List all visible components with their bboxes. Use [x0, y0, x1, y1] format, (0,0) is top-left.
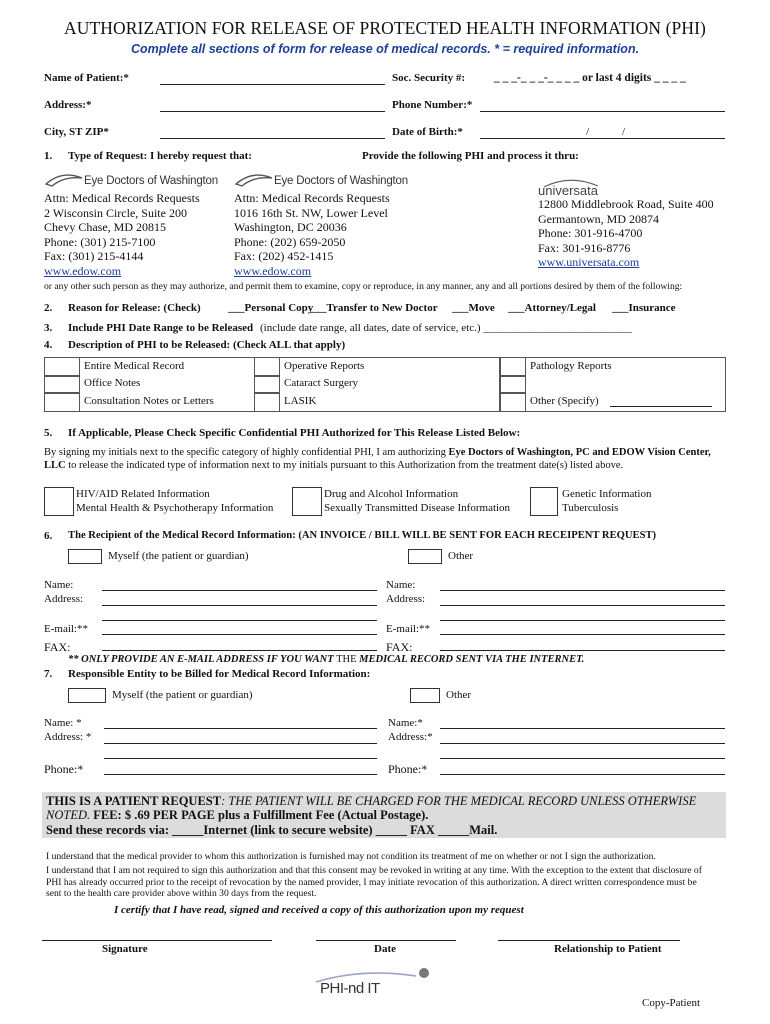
other-email-label: E-mail:** [386, 623, 430, 635]
page-subtitle: Complete all sections of form for release of medical records. * = required information. [130, 42, 640, 56]
confidential-item: Genetic Information [562, 488, 652, 500]
notice-italic-text: NOTED. [46, 808, 91, 822]
section-number: 2. [44, 302, 53, 314]
other-address-line2[interactable] [440, 620, 725, 621]
section4-label: Description of PHI to be Released: (Check ALL that apply) [68, 339, 346, 351]
reason-personal-copy-option[interactable]: ___Personal Copy [228, 302, 314, 314]
patient-name-label: Name of Patient:* [44, 72, 129, 84]
provider-2-address [234, 191, 390, 278]
billing-address-field[interactable] [104, 743, 377, 744]
date-field[interactable] [316, 940, 456, 941]
phi-description-grid [44, 357, 726, 412]
notice-italic-text: : THE PATIENT WILL BE CHARGED FOR THE MEDICAL RECORD UNLESS OTHERWISE [221, 794, 697, 808]
provider-1-line: Phone: (301) 215-7100 [44, 234, 156, 249]
disclaimer-paragraph-1: I understand that the medical provider to whom this authorization is furnished may not condition its treatment of me on whether or not I sign the authorization. [46, 851, 656, 862]
recipient-myself-checkbox[interactable] [68, 549, 102, 564]
section-number: 1. [44, 150, 53, 162]
section1-label: Type of Request: I hereby request that: [68, 150, 252, 162]
section2-label: Reason for Release: (Check) [68, 302, 201, 314]
ssn-field[interactable]: _ _ _-_ _ _-_ _ _ _ or last 4 digits _ _ _ _ [494, 72, 686, 84]
billing-other-address-field[interactable] [440, 743, 725, 744]
billing-phone-label: Phone:* [44, 762, 84, 776]
billing-name-field[interactable] [104, 728, 377, 729]
provider-2-line: 1016 16th St. NW, Lower Level [234, 205, 388, 220]
provider-1-line: Fax: (301) 215-4144 [44, 249, 144, 263]
provider-2-line: Phone: (202) 659-2050 [234, 234, 346, 249]
phone-label: Phone Number:* [392, 99, 473, 111]
confidential-item: Drug and Alcohol Information [324, 488, 459, 500]
recipient-myself-label: Myself (the patient or guardian) [108, 550, 249, 562]
provider-1-address [44, 191, 200, 278]
billing-myself-checkbox[interactable] [68, 688, 106, 703]
email-warning-note [68, 654, 584, 665]
dob-separator: / [622, 126, 626, 138]
provider-1-website-link[interactable]: www.edow.com [44, 263, 122, 278]
section-number: 3. [44, 322, 53, 334]
reason-transfer-option[interactable]: ___Transfer to New Doctor [310, 302, 438, 314]
authorize-note: or any other such person as they may authorize, and permit them to examine, copy or reproduce, in any manner, any and all portions desired by them of the following: [44, 281, 683, 292]
send-records-via[interactable]: Send these records via: _____Internet (link to secure website) _____ FAX _____Mail. [46, 823, 498, 837]
operative-reports-checkbox[interactable] [254, 357, 280, 377]
recipient-other-checkbox[interactable] [408, 549, 442, 564]
billing-phone-field[interactable] [104, 774, 377, 775]
provider-1-line: 2 Wisconsin Circle, Suite 200 [44, 205, 187, 220]
provider-3-line: Fax: 301-916-8776 [538, 240, 631, 255]
notice-line-1 [46, 794, 696, 809]
confidential-item: Mental Health & Psychotherapy Information [76, 502, 274, 514]
billing-myself-label: Myself (the patient or guardian) [112, 689, 253, 701]
section-number: 5. [44, 427, 53, 439]
section5-text: to release the indicated type of information next to my initials pursuant to this Authorization from the treatment date(s) listed above. [65, 460, 624, 471]
patient-name-field[interactable] [160, 84, 385, 85]
relationship-field[interactable] [498, 940, 680, 941]
other-address-field[interactable] [440, 605, 725, 606]
provider-1-line: Attn: Medical Records Requests [44, 191, 200, 205]
recipient-address-line2[interactable] [102, 620, 377, 621]
confidential-item: HIV/AID Related Information [76, 488, 210, 500]
billing-other-name-label: Name:* [388, 717, 423, 729]
other-fax-label: FAX: [386, 640, 413, 654]
recipient-other-label: Other [448, 550, 474, 562]
signature-label: Signature [102, 943, 148, 955]
phi-item-label: LASIK [284, 395, 317, 407]
section-number: 6. [44, 530, 53, 542]
reason-attorney-option[interactable]: ___Attorney/Legal [508, 302, 596, 314]
consultation-notes-checkbox[interactable] [44, 392, 80, 412]
other-fax-field[interactable] [440, 650, 725, 651]
other-email-field[interactable] [440, 634, 725, 635]
other-specify-checkbox[interactable] [500, 392, 526, 412]
address-label: Address:* [44, 99, 92, 111]
relationship-label: Relationship to Patient [554, 943, 662, 955]
confidential-initials-box-1[interactable] [44, 487, 74, 516]
edow-logo-text: Eye Doctors of Washington [274, 175, 408, 187]
section3-label: Include PHI Date Range to be Released [68, 322, 254, 334]
edow-logo-swoosh-icon [44, 172, 84, 190]
section7-label: Responsible Entity to be Billed for Medical Record Information: [68, 668, 371, 680]
provider-3-line: Phone: 301-916-4700 [538, 226, 643, 240]
section-number: 7. [44, 668, 53, 680]
phi-item-label: Entire Medical Record [84, 360, 185, 372]
provider-3-address [538, 197, 714, 270]
provider-2-line: Attn: Medical Records Requests [234, 191, 390, 205]
section1-right-label: Provide the following PHI and process it thru: [362, 150, 579, 162]
phi-item-label: Pathology Reports [530, 360, 612, 372]
edow-logo-text: Eye Doctors of Washington [84, 175, 218, 187]
date-label: Date [374, 943, 396, 955]
provider-1-line: Chevy Chase, MD 20815 [44, 220, 166, 234]
phi-item-label: Cataract Surgery [284, 377, 359, 389]
email-warning-text: THE [333, 654, 360, 665]
copy-patient-label: Copy-Patient [642, 997, 701, 1009]
provider-3-line: 12800 Middlebrook Road, Suite 400 [538, 197, 714, 211]
billing-other-name-field[interactable] [440, 728, 725, 729]
entire-record-checkbox[interactable] [44, 357, 80, 377]
confidential-initials-box-2[interactable] [292, 487, 322, 516]
billing-address-label: Address: * [44, 731, 92, 743]
email-warning-text: MEDICAL RECORD SENT VIA THE INTERNET. [359, 654, 585, 665]
recipient-name-label: Name: [44, 579, 74, 591]
confidential-item: Tuberculosis [562, 502, 619, 514]
other-name-field[interactable] [440, 590, 725, 591]
other-address-label: Address: [386, 593, 426, 605]
provider-3-website-link[interactable]: www.universata.com [538, 255, 640, 269]
lasik-checkbox[interactable] [254, 392, 280, 412]
recipient-address-label: Address: [44, 593, 84, 605]
confidential-item: Sexually Transmitted Disease Information [324, 502, 511, 514]
phi-item-label: Consultation Notes or Letters [84, 395, 214, 407]
recipient-email-field[interactable] [102, 634, 377, 635]
section6-label: The Recipient of the Medical Record Information: (AN INVOICE / BILL WILL BE SENT FOR EACH RECEIPENT REQUEST) [68, 530, 657, 541]
recipient-email-label: E-mail:** [44, 623, 88, 635]
city-label: City, ST ZIP* [44, 126, 109, 138]
notice-fee-text: FEE: $ .69 PER PAGE plus a Fulfillment Fee (Actual Postage). [90, 808, 429, 822]
phi-item-label: Office Notes [84, 377, 141, 389]
notice-line-2 [46, 808, 428, 823]
disclaimer-paragraph-2: I understand that I am not required to sign this authorization and that this consent may be revoked in writing at any time. With the exception to the extent that disclosure of PHI has already occurred prior to the receipt of revocation by the named provider, I may initiate revocation of this authorization. A direct written correspondence must be sent to the health care provider above within 30 days from the request. [46, 865, 702, 900]
phi-item-label: Operative Reports [284, 360, 365, 372]
reason-move-option[interactable]: ___Move [452, 302, 495, 314]
billing-name-label: Name: * [44, 717, 82, 729]
recipient-fax-label: FAX: [44, 640, 71, 654]
phi-item-label: Other (Specify) [530, 395, 599, 407]
section5-label: If Applicable, Please Check Specific Confidential PHI Authorized for This Release Listed Below: [68, 427, 521, 439]
billing-other-address-line2[interactable] [440, 758, 725, 759]
phi-nd-it-logo-text: PHI-nd IT [320, 980, 380, 997]
billing-other-phone-label: Phone:* [388, 762, 428, 776]
notice-bold-text: THIS IS A PATIENT REQUEST [46, 794, 222, 808]
date-range-field[interactable]: (include date range, all dates, date of service, etc.) ___________________________ [260, 322, 632, 334]
section5-paragraph [44, 446, 726, 472]
billing-other-address-label: Address:* [388, 731, 433, 743]
phi-nd-it-logo [312, 966, 432, 1000]
provider-2-line: Fax: (202) 452-1415 [234, 249, 334, 263]
dob-separator: / [586, 126, 590, 138]
reason-insurance-option[interactable]: ___Insurance [612, 302, 676, 314]
provider-2-line: Washington, DC 20036 [234, 220, 347, 234]
section5-text: By signing my initials next to the specific category of highly confidential PHI, I am authorizing [44, 447, 449, 458]
other-name-label: Name: [386, 579, 416, 591]
provider-2-website-link[interactable]: www.edow.com [234, 263, 312, 278]
page-title: AUTHORIZATION FOR RELEASE OF PROTECTED HEALTH INFORMATION (PHI) [64, 18, 706, 38]
section5-bold-text: Eye Doctors of Washington, PC and EDOW Vision Center, LLC [44, 447, 711, 471]
signature-field[interactable] [42, 940, 272, 941]
section-number: 4. [44, 339, 53, 351]
pathology-reports-checkbox[interactable] [500, 357, 526, 377]
dob-field[interactable] [480, 138, 725, 139]
certify-statement: I certify that I have read, signed and received a copy of this authorization upon my request [114, 904, 524, 916]
universata-logo-text: universata [538, 183, 598, 198]
dob-label: Date of Birth:* [392, 126, 463, 138]
confidential-initials-box-3[interactable] [530, 487, 558, 516]
address-field[interactable] [160, 111, 385, 112]
email-warning-text: ** ONLY PROVIDE AN E-MAIL ADDRESS IF YOU WANT [68, 654, 334, 665]
billing-other-phone-field[interactable] [440, 774, 725, 775]
ssn-label: Soc. Security #: [392, 72, 466, 84]
billing-address-line2[interactable] [104, 758, 377, 759]
phone-field[interactable] [480, 111, 725, 112]
other-specify-field[interactable] [610, 406, 712, 407]
city-field[interactable] [160, 138, 385, 139]
recipient-fax-field[interactable] [102, 650, 377, 651]
recipient-address-field[interactable] [102, 605, 377, 606]
billing-other-checkbox[interactable] [410, 688, 440, 703]
recipient-name-field[interactable] [102, 590, 377, 591]
edow-logo-swoosh-icon [234, 172, 274, 190]
provider-3-line: Germantown, MD 20874 [538, 211, 659, 226]
billing-other-label: Other [446, 689, 472, 701]
